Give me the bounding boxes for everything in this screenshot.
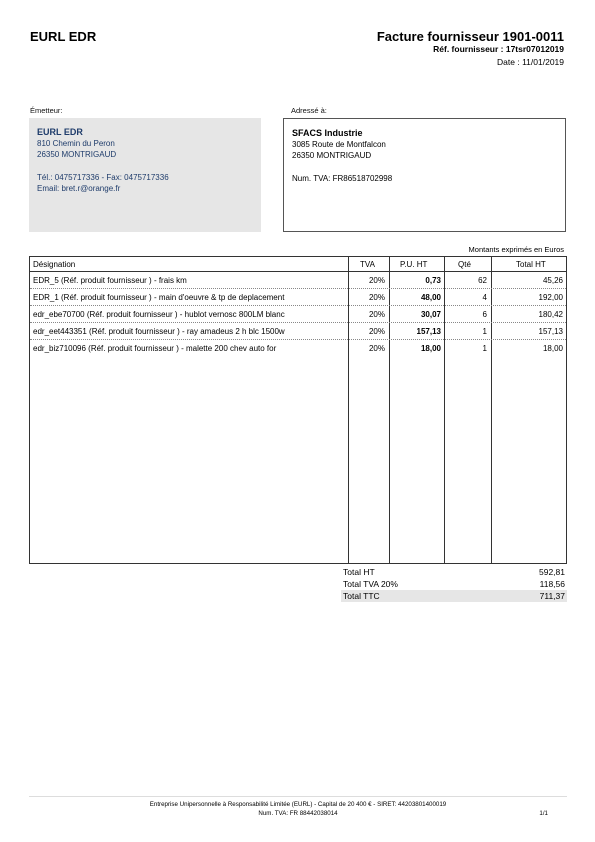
row-tva: 20% <box>368 310 385 319</box>
table-row <box>30 272 566 289</box>
sender-address-line2: 26350 MONTRIGAUD <box>37 150 117 160</box>
total-ht-label: Total HT <box>343 567 375 577</box>
invoice-lines-table <box>29 256 567 564</box>
row-unit-price: 48,00 <box>420 293 441 302</box>
totals-block <box>341 566 567 602</box>
row-tva: 20% <box>368 293 385 302</box>
table-row <box>30 323 566 340</box>
row-unit-price: 157,13 <box>416 327 441 336</box>
table-row <box>30 306 566 323</box>
company-name: EURL EDR <box>30 29 97 44</box>
row-tva: 20% <box>368 344 385 353</box>
row-total-ht: 18,00 <box>542 344 563 353</box>
total-ht-value: 592,81 <box>539 567 565 577</box>
total-ttc-value: 711,37 <box>539 591 565 601</box>
table-row <box>30 289 566 306</box>
header-tva: TVA <box>360 259 375 269</box>
sender-name: EURL EDR <box>37 127 83 137</box>
footer-divider <box>29 796 567 797</box>
row-designation: edr_biz710096 (Réf. produit fournisseur ) - malette 200 chev auto for <box>33 344 277 353</box>
sender-phone-fax: Tél.: 0475717336 - Fax: 0475717336 <box>37 172 169 182</box>
header-qte: Qté <box>458 259 471 269</box>
total-tva-row <box>341 578 567 590</box>
recipient-label: Adressé à: <box>291 106 327 115</box>
row-total-ht: 157,13 <box>538 327 563 336</box>
header-designation: Désignation <box>33 259 76 269</box>
sender-email: Email: bret.r@orange.fr <box>37 183 121 193</box>
row-quantity: 4 <box>482 293 487 302</box>
total-tva-label: Total TVA 20% <box>343 579 398 589</box>
recipient-vat-number: Num. TVA: FR86518702998 <box>292 173 393 183</box>
row-unit-price: 0,73 <box>425 276 441 285</box>
row-quantity: 1 <box>482 344 487 353</box>
table-row <box>30 340 566 356</box>
row-designation: EDR_1 (Réf. produit fournisseur ) - main d'oeuvre & tp de deplacement <box>33 293 285 302</box>
recipient-name: SFACS Industrie <box>292 128 363 138</box>
table-header <box>30 257 566 272</box>
row-quantity: 62 <box>478 276 487 285</box>
total-ht-row <box>341 566 567 578</box>
invoice-title: Facture fournisseur 1901-0011 <box>376 29 564 44</box>
invoice-date: Date : 11/01/2019 <box>497 57 564 67</box>
row-quantity: 6 <box>482 310 487 319</box>
sender-address-line1: 810 Chemin du Peron <box>37 139 115 149</box>
currency-note: Montants exprimés en Euros <box>468 245 564 254</box>
header-pu-ht: P.U. HT <box>400 259 428 269</box>
header-total-ht: Total HT <box>516 259 546 269</box>
row-total-ht: 192,00 <box>538 293 563 302</box>
recipient-box <box>283 118 566 232</box>
total-ttc-row <box>341 590 567 602</box>
row-unit-price: 18,00 <box>420 344 441 353</box>
sender-box <box>29 118 261 232</box>
row-designation: edr_ebe70700 (Réf. produit fournisseur ) - hublot vernosc 800LM blanc <box>33 310 285 319</box>
row-quantity: 1 <box>482 327 487 336</box>
row-total-ht: 45,26 <box>542 276 563 285</box>
footer-legal-line: Entreprise Unipersonnelle à Responsabilité Limitée (EURL) - Capital de 20 400 € - SIRET: 44203801400019 <box>149 801 447 808</box>
recipient-address-line1: 3085 Route de Montfalcon <box>292 140 386 150</box>
page-number: 1/1 <box>539 810 548 817</box>
row-unit-price: 30,07 <box>420 310 441 319</box>
supplier-reference: Réf. fournisseur : 17tsr07012019 <box>433 44 564 54</box>
row-tva: 20% <box>368 276 385 285</box>
row-designation: EDR_5 (Réf. produit fournisseur ) - frais km <box>33 276 187 285</box>
total-tva-value: 118,56 <box>539 579 565 589</box>
row-designation: edr_eet443351 (Réf. produit fournisseur ) - ray amadeus 2 h blc 1500w <box>33 327 285 336</box>
recipient-address-line2: 26350 MONTRIGAUD <box>292 151 372 161</box>
row-total-ht: 180,42 <box>538 310 563 319</box>
sender-label: Émetteur: <box>30 106 63 115</box>
footer-vat-line: Num. TVA: FR 88442038014 <box>258 810 338 817</box>
row-tva: 20% <box>368 327 385 336</box>
total-ttc-label: Total TTC <box>343 591 380 601</box>
